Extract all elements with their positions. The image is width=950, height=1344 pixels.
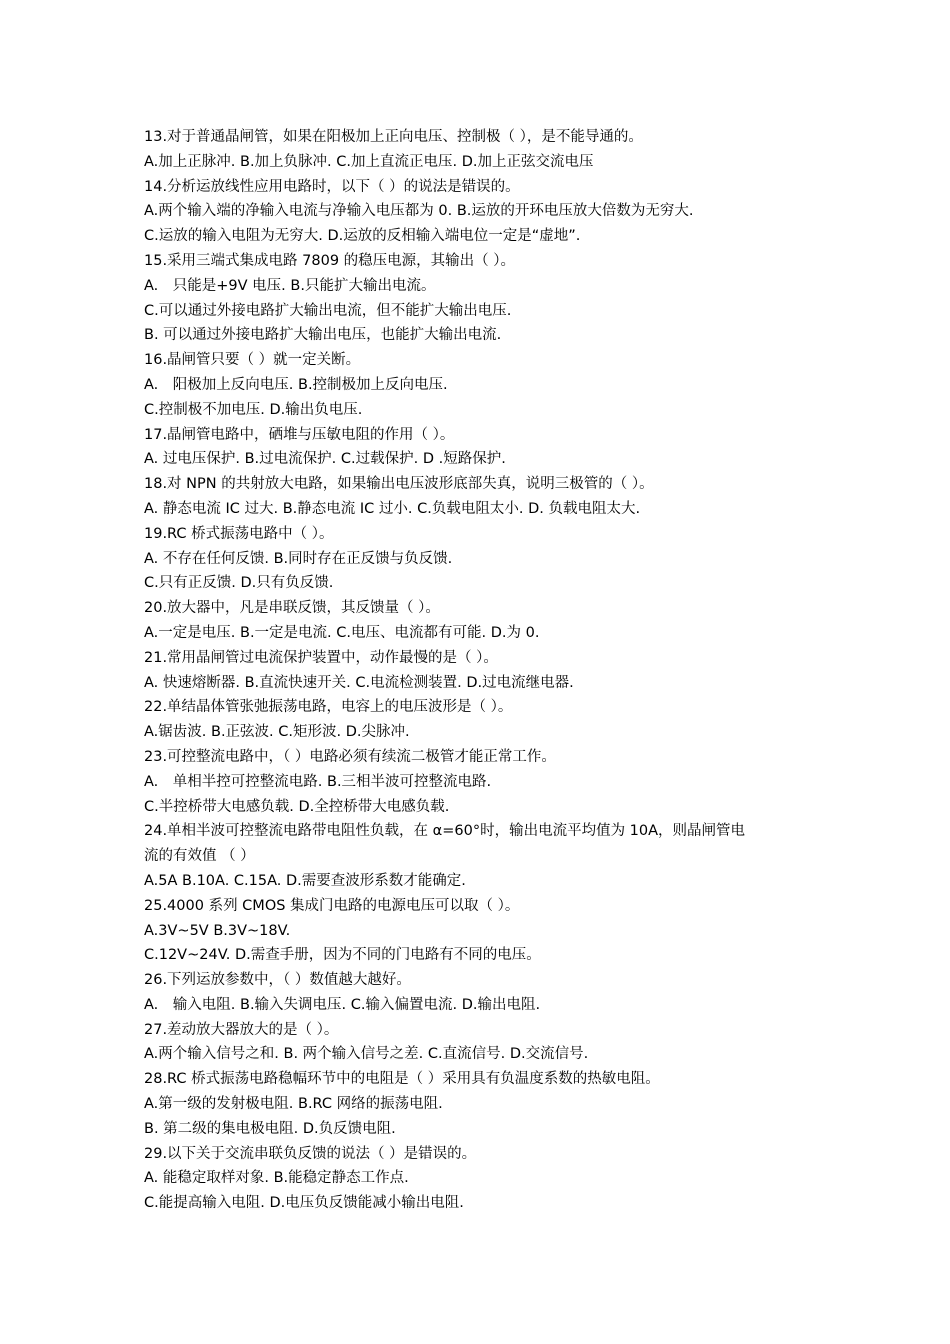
question-21-options: A. 快速熔断器. B.直流快速开关. C.电流检测装置. D.过电流继电器. [144, 674, 574, 691]
question-22: 22.单结晶体管张弛振荡电路，电容上的电压波形是（ ）。 [144, 699, 513, 716]
question-17: 17.晶闸管电路中，硒堆与压敏电阻的作用（ ）。 [144, 426, 455, 443]
question-14-options-1: A.两个输入端的净输入电流与净输入电压都为 0. B.运放的开环电压放大倍数为无穷大. [144, 203, 694, 220]
question-18: 18.对 NPN 的共射放大电路，如果输出电压波形底部失真，说明三极管的（ ）。 [144, 476, 654, 493]
question-21: 21.常用晶闸管过电流保护装置中，动作最慢的是（ ）。 [144, 649, 498, 666]
question-24-continued: 流的有效值 （ ） [144, 848, 255, 865]
question-23-options-2: C.半控桥带大电感负载. D.全控桥带大电感负载. [144, 798, 450, 815]
question-15-option-b: B. 可以通过外接电路扩大输出电压，也能扩大输出电流. [144, 327, 502, 344]
question-15-option-a: A. 只能是+9V 电压. B.只能扩大输出电流。 [144, 277, 436, 294]
question-17-options: A. 过电压保护. B.过电流保护. C.过载保护. D .短路保护. [144, 451, 506, 468]
question-19: 19.RC 桥式振荡电路中（ ）。 [144, 525, 334, 542]
question-25-options-2: C.12V~24V. D.需查手册，因为不同的门电路有不同的电压。 [144, 947, 541, 964]
question-27-options: A.两个输入信号之和. B. 两个输入信号之差. C.直流信号. D.交流信号. [144, 1046, 589, 1063]
question-26: 26.下列运放参数中，（ ）数值越大越好。 [144, 972, 411, 989]
question-25-options-1: A.3V~5V B.3V~18V. [144, 922, 291, 939]
question-16-options-1: A. 阳极加上反向电压. B.控制极加上反向电压. [144, 376, 448, 393]
question-29-options-2: C.能提高输入电阻. D.电压负反馈能减小输出电阻. [144, 1195, 464, 1212]
question-19-options-2: C.只有正反馈. D.只有负反馈. [144, 575, 334, 592]
question-23: 23.可控整流电路中，（ ）电路必须有续流二极管才能正常工作。 [144, 748, 556, 765]
question-24-options: A.5A B.10A. C.15A. D.需要查波形系数才能确定. [144, 872, 466, 889]
question-16-options-2: C.控制极不加电压. D.输出负电压. [144, 401, 363, 418]
question-22-options: A.锯齿波. B.正弦波. C.矩形波. D.尖脉冲. [144, 724, 410, 741]
question-15: 15.采用三端式集成电路 7809 的稳压电源，其输出（ ）。 [144, 252, 516, 269]
document-page [144, 125, 834, 1216]
question-14-options-2: C.运放的输入电阻为无穷大. D.运放的反相输入端电位一定是“虚地”. [144, 228, 581, 245]
question-19-options-1: A. 不存在任何反馈. B.同时存在正反馈与负反馈. [144, 550, 453, 567]
question-29: 29.以下关于交流串联负反馈的说法（ ）是错误的。 [144, 1145, 477, 1162]
question-25: 25.4000 系列 CMOS 集成门电路的电源电压可以取（ ）。 [144, 897, 520, 914]
question-14: 14.分析运放线性应用电路时，以下（ ）的说法是错误的。 [144, 178, 520, 195]
question-20: 20.放大器中，凡是串联反馈，其反馈量（ ）。 [144, 600, 440, 617]
question-16: 16.晶闸管只要（ ）就一定关断。 [144, 352, 361, 369]
question-28-options-2: B. 第二级的集电极电阻. D.负反馈电阻. [144, 1120, 396, 1137]
question-27: 27.差动放大器放大的是（ ）。 [144, 1021, 339, 1038]
question-13-options: A.加上正脉冲. B.加上负脉冲. C.加上直流正电压. D.加上正弦交流电压 [144, 153, 594, 170]
question-23-options-1: A. 单相半控可控整流电路. B.三相半波可控整流电路. [144, 773, 492, 790]
question-20-options: A.一定是电压. B.一定是电流. C.电压、电流都有可能. D.为 0. [144, 624, 540, 641]
question-18-options: A. 静态电流 IC 过大. B.静态电流 IC 过小. C.负载电阻太小. D. 负载电阻太大. [144, 500, 641, 517]
question-15-option-c: C.可以通过外接电路扩大输出电流，但不能扩大输出电压. [144, 302, 512, 319]
question-24: 24.单相半波可控整流电路带电阻性负载，在 α=60°时，输出电流平均值为 10A，则晶闸管电 [144, 823, 746, 840]
question-29-options-1: A. 能稳定取样对象. B.能稳定静态工作点. [144, 1170, 409, 1187]
question-28-options-1: A.第一级的发射极电阻. B.RC 网络的振荡电阻. [144, 1096, 443, 1113]
question-26-options: A. 输入电阻. B.输入失调电压. C.输入偏置电流. D.输出电阻. [144, 996, 541, 1013]
question-28: 28.RC 桥式振荡电路稳幅环节中的电阻是（ ）采用具有负温度系数的热敏电阻。 [144, 1071, 660, 1088]
question-13: 13.对于普通晶闸管，如果在阳极加上正向电压、控制极（ ），是不能导通的。 [144, 129, 643, 145]
